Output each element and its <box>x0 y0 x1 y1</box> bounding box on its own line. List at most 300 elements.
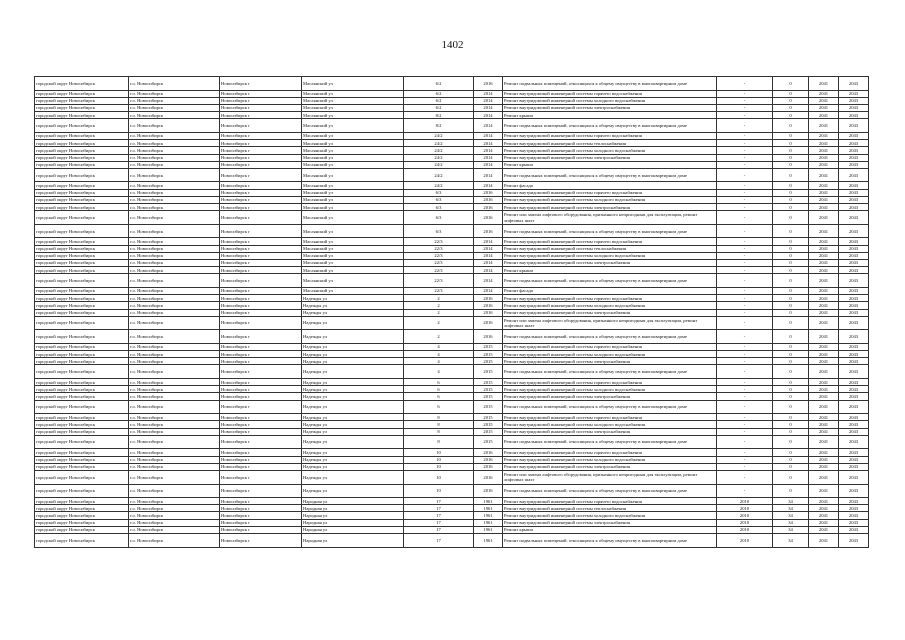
cell-age: 0 <box>773 104 809 111</box>
cell-city: Новосибирск г <box>220 224 302 238</box>
cell-start: 2041 <box>809 456 839 463</box>
table-row <box>35 119 869 133</box>
cell-end: 2043 <box>839 112 869 119</box>
cell-municipality: городской округ Новосибирск <box>35 204 129 211</box>
cell-age: 34 <box>773 526 809 533</box>
cell-year: 2014 <box>474 168 503 182</box>
cell-street: Надежды ул <box>302 435 404 449</box>
cell-municipality: городской округ Новосибирск <box>35 224 129 238</box>
table-row <box>35 512 869 519</box>
cell-age: 0 <box>773 196 809 203</box>
cell-work: Ремонт внутридомовой инженерной системы холодного водоснабжения <box>503 302 717 309</box>
cell-year: 2015 <box>474 351 503 358</box>
cell-start: 2041 <box>809 316 839 330</box>
cell-municipality: городской округ Новосибирск <box>35 400 129 414</box>
cell-start: 2041 <box>809 161 839 168</box>
cell-last_year: - <box>717 245 773 252</box>
cell-work: Ремонт подвальных помещений, относящихся к общему имуществу в многоквартирном доме <box>503 168 717 182</box>
cell-last_year: - <box>717 140 773 147</box>
cell-city: Новосибирск г <box>220 161 302 168</box>
cell-city: Новосибирск г <box>220 189 302 196</box>
cell-street: Маслянский ул <box>302 224 404 238</box>
cell-work: Ремонт подвальных помещений, относящихся к общему имуществу в многоквартирном доме <box>503 534 717 548</box>
cell-city: Новосибирск г <box>220 435 302 449</box>
cell-city: Новосибирск г <box>220 238 302 245</box>
cell-city: Новосибирск г <box>220 147 302 154</box>
cell-street: Маслянский ул <box>302 238 404 245</box>
cell-age: 0 <box>773 428 809 435</box>
cell-start: 2041 <box>809 211 839 225</box>
cell-municipality: городской округ Новосибирск <box>35 379 129 386</box>
cell-work: Ремонт внутридомовой инженерной системы холодного водоснабжения <box>503 252 717 259</box>
cell-street: Маслянский ул <box>302 161 404 168</box>
table-row <box>35 484 869 498</box>
cell-work: Ремонт подвальных помещений, относящихся к общему имуществу в многоквартирном доме <box>503 77 717 91</box>
cell-last_year: 2010 <box>717 512 773 519</box>
cell-locality: г.о. Новосибирск <box>129 498 220 505</box>
cell-municipality: городской округ Новосибирск <box>35 526 129 533</box>
cell-last_year: - <box>717 154 773 161</box>
cell-year: 2015 <box>474 428 503 435</box>
cell-age: 0 <box>773 140 809 147</box>
cell-municipality: городской округ Новосибирск <box>35 77 129 91</box>
cell-work: Ремонт внутридомовой инженерной системы электроснабжения <box>503 428 717 435</box>
cell-street: Маслянский ул <box>302 204 404 211</box>
cell-year: 2014 <box>474 97 503 104</box>
cell-street: Народная ул <box>302 534 404 548</box>
cell-locality: г.о. Новосибирск <box>129 132 220 139</box>
cell-start: 2041 <box>809 204 839 211</box>
cell-start: 2041 <box>809 379 839 386</box>
cell-last_year: - <box>717 196 773 203</box>
cell-municipality: городской округ Новосибирск <box>35 393 129 400</box>
cell-start: 2041 <box>809 435 839 449</box>
cell-locality: г.о. Новосибирск <box>129 112 220 119</box>
cell-work: Ремонт подвальных помещений, относящихся к общему имуществу в многоквартирном доме <box>503 119 717 133</box>
cell-year: 2015 <box>474 421 503 428</box>
cell-municipality: городской округ Новосибирск <box>35 119 129 133</box>
cell-house: 24/2 <box>404 132 474 139</box>
cell-locality: г.о. Новосибирск <box>129 470 220 484</box>
cell-end: 2043 <box>839 470 869 484</box>
cell-start: 2041 <box>809 470 839 484</box>
cell-age: 0 <box>773 189 809 196</box>
cell-locality: г.о. Новосибирск <box>129 147 220 154</box>
cell-end: 2043 <box>839 104 869 111</box>
cell-work: Ремонт фасада <box>503 182 717 189</box>
table-row <box>35 414 869 421</box>
cell-work: Ремонт или замена лифтового оборудования, признанного непригодным для эксплуатации, ремонт лифтовых шахт <box>503 316 717 330</box>
cell-age: 0 <box>773 421 809 428</box>
cell-work: Ремонт внутридомовой инженерной системы электроснабжения <box>503 104 717 111</box>
cell-year: 2016 <box>474 484 503 498</box>
cell-year: 2016 <box>474 316 503 330</box>
cell-municipality: городской округ Новосибирск <box>35 386 129 393</box>
cell-work: Ремонт внутридомовой инженерной системы холодного водоснабжения <box>503 456 717 463</box>
cell-year: 1961 <box>474 519 503 526</box>
cell-age: 0 <box>773 449 809 456</box>
cell-start: 2041 <box>809 97 839 104</box>
cell-year: 2015 <box>474 358 503 365</box>
cell-locality: г.о. Новосибирск <box>129 238 220 245</box>
cell-work: Ремонт или замена лифтового оборудования, признанного непригодным для эксплуатации, ремонт лифтовых шахт <box>503 470 717 484</box>
cell-age: 34 <box>773 512 809 519</box>
cell-municipality: городской округ Новосибирск <box>35 330 129 344</box>
cell-house: 6/3 <box>404 189 474 196</box>
cell-city: Новосибирск г <box>220 196 302 203</box>
cell-street: Народная ул <box>302 498 404 505</box>
cell-street: Надежды ул <box>302 316 404 330</box>
cell-street: Маслянский ул <box>302 77 404 91</box>
cell-street: Надежды ул <box>302 421 404 428</box>
cell-city: Новосибирск г <box>220 140 302 147</box>
cell-end: 2043 <box>839 484 869 498</box>
cell-year: 2016 <box>474 470 503 484</box>
table-row <box>35 168 869 182</box>
cell-start: 2041 <box>809 505 839 512</box>
table-row <box>35 386 869 393</box>
cell-work: Ремонт подвальных помещений, относящихся к общему имуществу в многоквартирном доме <box>503 484 717 498</box>
table-body <box>35 77 869 548</box>
cell-end: 2043 <box>839 534 869 548</box>
cell-locality: г.о. Новосибирск <box>129 428 220 435</box>
cell-street: Маслянский ул <box>302 259 404 266</box>
cell-house: 6/3 <box>404 211 474 225</box>
cell-street: Маслянский ул <box>302 132 404 139</box>
cell-municipality: городской округ Новосибирск <box>35 498 129 505</box>
cell-municipality: городской округ Новосибирск <box>35 316 129 330</box>
cell-end: 2043 <box>839 189 869 196</box>
cell-city: Новосибирск г <box>220 252 302 259</box>
cell-age: 0 <box>773 224 809 238</box>
cell-street: Надежды ул <box>302 400 404 414</box>
table-row <box>35 400 869 414</box>
table-row <box>35 526 869 533</box>
cell-city: Новосибирск г <box>220 456 302 463</box>
cell-street: Маслянский ул <box>302 267 404 274</box>
cell-house: 2 <box>404 295 474 302</box>
cell-house: 6 <box>404 386 474 393</box>
cell-city: Новосибирск г <box>220 132 302 139</box>
cell-house: 6 <box>404 400 474 414</box>
cell-municipality: городской округ Новосибирск <box>35 295 129 302</box>
cell-locality: г.о. Новосибирск <box>129 104 220 111</box>
cell-year: 2016 <box>474 309 503 316</box>
cell-municipality: городской округ Новосибирск <box>35 343 129 350</box>
cell-year: 2016 <box>474 330 503 344</box>
table-row <box>35 358 869 365</box>
cell-start: 2041 <box>809 400 839 414</box>
cell-city: Новосибирск г <box>220 259 302 266</box>
cell-last_year: - <box>717 112 773 119</box>
cell-start: 2041 <box>809 449 839 456</box>
cell-work: Ремонт внутридомовой инженерной системы горячего водоснабжения <box>503 90 717 97</box>
cell-age: 34 <box>773 505 809 512</box>
cell-work: Ремонт внутридомовой инженерной системы горячего водоснабжения <box>503 132 717 139</box>
cell-house: 24/2 <box>404 140 474 147</box>
cell-locality: г.о. Новосибирск <box>129 414 220 421</box>
cell-work: Ремонт крыши <box>503 112 717 119</box>
cell-age: 0 <box>773 238 809 245</box>
cell-start: 2041 <box>809 90 839 97</box>
cell-city: Новосибирск г <box>220 526 302 533</box>
cell-locality: г.о. Новосибирск <box>129 196 220 203</box>
cell-end: 2043 <box>839 351 869 358</box>
cell-age: 0 <box>773 132 809 139</box>
cell-end: 2043 <box>839 274 869 288</box>
cell-start: 2041 <box>809 358 839 365</box>
cell-last_year: - <box>717 358 773 365</box>
cell-age: 0 <box>773 309 809 316</box>
cell-street: Надежды ул <box>302 484 404 498</box>
cell-age: 0 <box>773 154 809 161</box>
cell-age: 34 <box>773 519 809 526</box>
cell-street: Надежды ул <box>302 295 404 302</box>
cell-house: 8 <box>404 435 474 449</box>
cell-municipality: городской округ Новосибирск <box>35 211 129 225</box>
cell-city: Новосибирск г <box>220 498 302 505</box>
table-row <box>35 104 869 111</box>
cell-house: 2 <box>404 302 474 309</box>
cell-year: 2014 <box>474 154 503 161</box>
cell-municipality: городской округ Новосибирск <box>35 484 129 498</box>
cell-city: Новосибирск г <box>220 351 302 358</box>
table-row <box>35 238 869 245</box>
cell-house: 6 <box>404 393 474 400</box>
cell-last_year: - <box>717 132 773 139</box>
cell-street: Маслянский ул <box>302 245 404 252</box>
cell-locality: г.о. Новосибирск <box>129 274 220 288</box>
cell-municipality: городской округ Новосибирск <box>35 309 129 316</box>
cell-city: Новосибирск г <box>220 358 302 365</box>
cell-street: Надежды ул <box>302 428 404 435</box>
cell-year: 2014 <box>474 112 503 119</box>
cell-municipality: городской округ Новосибирск <box>35 189 129 196</box>
cell-age: 0 <box>773 147 809 154</box>
cell-work: Ремонт внутридомовой инженерной системы горячего водоснабжения <box>503 449 717 456</box>
cell-street: Маслянский ул <box>302 119 404 133</box>
cell-city: Новосибирск г <box>220 316 302 330</box>
cell-end: 2043 <box>839 435 869 449</box>
cell-city: Новосибирск г <box>220 470 302 484</box>
cell-city: Новосибирск г <box>220 463 302 470</box>
cell-municipality: городской округ Новосибирск <box>35 456 129 463</box>
cell-locality: г.о. Новосибирск <box>129 449 220 456</box>
cell-city: Новосибирск г <box>220 182 302 189</box>
cell-work: Ремонт внутридомовой инженерной системы электроснабжения <box>503 393 717 400</box>
cell-work: Ремонт подвальных помещений, относящихся к общему имуществу в многоквартирном доме <box>503 400 717 414</box>
table-row <box>35 154 869 161</box>
cell-street: Надежды ул <box>302 470 404 484</box>
cell-end: 2043 <box>839 421 869 428</box>
cell-work: Ремонт фасада <box>503 287 717 294</box>
table-row <box>35 330 869 344</box>
cell-municipality: городской округ Новосибирск <box>35 168 129 182</box>
cell-locality: г.о. Новосибирск <box>129 259 220 266</box>
cell-age: 0 <box>773 168 809 182</box>
cell-locality: г.о. Новосибирск <box>129 245 220 252</box>
cell-age: 0 <box>773 245 809 252</box>
cell-city: Новосибирск г <box>220 77 302 91</box>
cell-age: 0 <box>773 386 809 393</box>
cell-city: Новосибирск г <box>220 414 302 421</box>
cell-work: Ремонт крыши <box>503 526 717 533</box>
cell-house: 22/3 <box>404 259 474 266</box>
cell-work: Ремонт подвальных помещений, относящихся к общему имуществу в многоквартирном доме <box>503 274 717 288</box>
cell-street: Маслянский ул <box>302 147 404 154</box>
table-row <box>35 428 869 435</box>
cell-work: Ремонт внутридомовой инженерной системы холодного водоснабжения <box>503 512 717 519</box>
cell-city: Новосибирск г <box>220 97 302 104</box>
cell-end: 2043 <box>839 267 869 274</box>
cell-start: 2041 <box>809 421 839 428</box>
cell-work: Ремонт внутридомовой инженерной системы горячего водоснабжения <box>503 498 717 505</box>
cell-last_year: - <box>717 309 773 316</box>
cell-house: 4 <box>404 343 474 350</box>
cell-end: 2043 <box>839 505 869 512</box>
cell-house: 4 <box>404 351 474 358</box>
cell-end: 2043 <box>839 287 869 294</box>
cell-year: 2015 <box>474 365 503 379</box>
cell-city: Новосибирск г <box>220 393 302 400</box>
cell-year: 2016 <box>474 295 503 302</box>
table-row <box>35 161 869 168</box>
cell-end: 2043 <box>839 330 869 344</box>
cell-age: 0 <box>773 358 809 365</box>
cell-city: Новосибирск г <box>220 343 302 350</box>
cell-year: 2014 <box>474 245 503 252</box>
cell-age: 0 <box>773 484 809 498</box>
cell-last_year: 2010 <box>717 534 773 548</box>
table-row <box>35 435 869 449</box>
cell-end: 2043 <box>839 245 869 252</box>
cell-year: 2016 <box>474 463 503 470</box>
table-row <box>35 316 869 330</box>
cell-last_year: - <box>717 393 773 400</box>
cell-city: Новосибирск г <box>220 245 302 252</box>
cell-municipality: городской округ Новосибирск <box>35 365 129 379</box>
cell-start: 2041 <box>809 365 839 379</box>
cell-start: 2041 <box>809 484 839 498</box>
cell-municipality: городской округ Новосибирск <box>35 259 129 266</box>
cell-age: 0 <box>773 211 809 225</box>
cell-start: 2041 <box>809 267 839 274</box>
cell-municipality: городской округ Новосибирск <box>35 97 129 104</box>
cell-end: 2043 <box>839 358 869 365</box>
cell-last_year: - <box>717 470 773 484</box>
cell-start: 2041 <box>809 330 839 344</box>
cell-year: 1961 <box>474 498 503 505</box>
cell-street: Надежды ул <box>302 351 404 358</box>
cell-age: 0 <box>773 435 809 449</box>
cell-municipality: городской округ Новосибирск <box>35 104 129 111</box>
cell-house: 24/2 <box>404 168 474 182</box>
cell-end: 2043 <box>839 309 869 316</box>
cell-work: Ремонт внутридомовой инженерной системы электроснабжения <box>503 204 717 211</box>
cell-municipality: городской округ Новосибирск <box>35 351 129 358</box>
cell-city: Новосибирск г <box>220 112 302 119</box>
cell-age: 0 <box>773 252 809 259</box>
cell-start: 2041 <box>809 132 839 139</box>
cell-city: Новосибирск г <box>220 168 302 182</box>
cell-end: 2043 <box>839 365 869 379</box>
cell-house: 22/3 <box>404 274 474 288</box>
cell-last_year: - <box>717 189 773 196</box>
cell-work: Ремонт внутридомовой инженерной системы горячего водоснабжения <box>503 379 717 386</box>
cell-start: 2041 <box>809 245 839 252</box>
cell-last_year: - <box>717 463 773 470</box>
page-number: 1402 <box>441 39 464 51</box>
cell-city: Новосибирск г <box>220 211 302 225</box>
cell-start: 2041 <box>809 393 839 400</box>
capital-repair-table <box>34 76 869 548</box>
cell-end: 2043 <box>839 259 869 266</box>
cell-house: 8/2 <box>404 119 474 133</box>
cell-house: 8/2 <box>404 112 474 119</box>
cell-age: 0 <box>773 90 809 97</box>
cell-locality: г.о. Новосибирск <box>129 330 220 344</box>
cell-age: 0 <box>773 330 809 344</box>
cell-start: 2041 <box>809 238 839 245</box>
cell-last_year: - <box>717 211 773 225</box>
cell-last_year: - <box>717 161 773 168</box>
cell-age: 0 <box>773 97 809 104</box>
cell-end: 2043 <box>839 379 869 386</box>
cell-start: 2041 <box>809 302 839 309</box>
cell-last_year: - <box>717 428 773 435</box>
cell-last_year: - <box>717 386 773 393</box>
cell-street: Надежды ул <box>302 309 404 316</box>
cell-street: Надежды ул <box>302 386 404 393</box>
cell-start: 2041 <box>809 189 839 196</box>
cell-age: 0 <box>773 463 809 470</box>
cell-start: 2041 <box>809 287 839 294</box>
cell-year: 2014 <box>474 119 503 133</box>
table-row <box>35 140 869 147</box>
cell-street: Народная ул <box>302 519 404 526</box>
cell-locality: г.о. Новосибирск <box>129 140 220 147</box>
cell-house: 8 <box>404 428 474 435</box>
cell-house: 17 <box>404 498 474 505</box>
cell-city: Новосибирск г <box>220 534 302 548</box>
cell-locality: г.о. Новосибирск <box>129 484 220 498</box>
cell-street: Надежды ул <box>302 449 404 456</box>
cell-age: 34 <box>773 498 809 505</box>
cell-start: 2041 <box>809 351 839 358</box>
cell-city: Новосибирск г <box>220 90 302 97</box>
cell-start: 2041 <box>809 526 839 533</box>
cell-locality: г.о. Новосибирск <box>129 90 220 97</box>
cell-end: 2043 <box>839 393 869 400</box>
cell-year: 1961 <box>474 505 503 512</box>
table-row <box>35 365 869 379</box>
cell-year: 2014 <box>474 259 503 266</box>
cell-house: 4 <box>404 365 474 379</box>
cell-locality: г.о. Новосибирск <box>129 204 220 211</box>
cell-street: Надежды ул <box>302 302 404 309</box>
table-row <box>35 224 869 238</box>
cell-house: 22/3 <box>404 238 474 245</box>
cell-last_year: - <box>717 147 773 154</box>
cell-city: Новосибирск г <box>220 421 302 428</box>
cell-start: 2041 <box>809 140 839 147</box>
cell-year: 2015 <box>474 343 503 350</box>
cell-last_year: - <box>717 238 773 245</box>
cell-work: Ремонт подвальных помещений, относящихся к общему имуществу в многоквартирном доме <box>503 365 717 379</box>
cell-locality: г.о. Новосибирск <box>129 309 220 316</box>
cell-age: 0 <box>773 274 809 288</box>
cell-last_year: - <box>717 435 773 449</box>
